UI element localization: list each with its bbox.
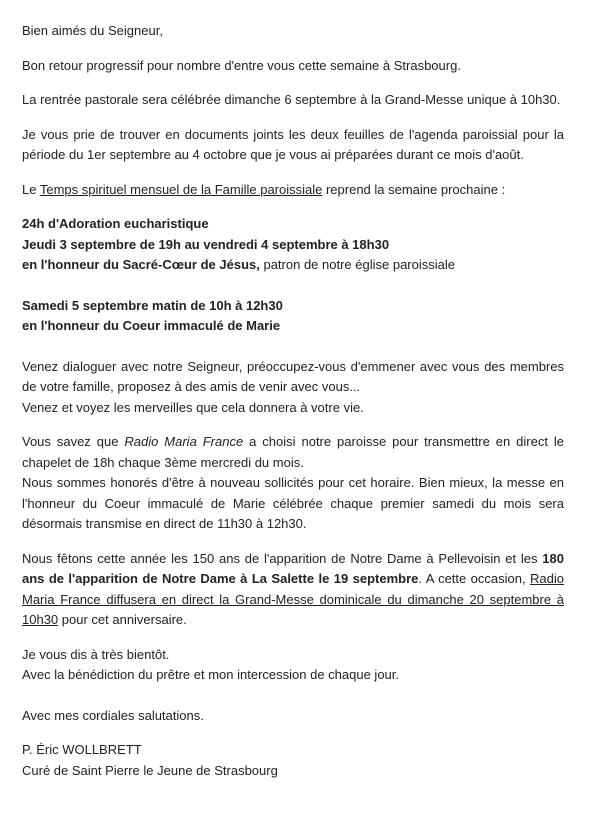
anniversaries-prefix: Nous fêtons cette année les 150 ans de l'apparition de Notre Dame à Pellevoisin et les	[22, 550, 543, 566]
adoration-block	[22, 214, 564, 276]
paragraph-farewell	[22, 645, 564, 686]
anniversaries-middle: . A cette occasion,	[418, 571, 531, 586]
invitation-line-1: Venez dialoguer avec notre Seigneur, préoccupez-vous d'emmener avec vous des membres de votre famille, proposez à des amis de venir avec vous...	[22, 358, 564, 394]
adoration-honour	[22, 255, 564, 276]
anniversaries-bold: 180 ans de l'apparition de Notre Dame à La Salette le 19 septembre	[22, 550, 564, 586]
saturday-block	[22, 296, 564, 337]
paragraph-rentree: La rentrée pastorale sera célébrée dimanche 6 septembre à la Grand-Messe unique à 10h30.	[22, 92, 561, 107]
paragraph-agenda: Je vous prie de trouver en documents joints les deux feuilles de l'agenda paroissial pour la période du 1er septembre au 4 octobre que je vous ai préparées durant ce mois d'août.	[22, 126, 564, 162]
paragraph-return: Bon retour progressif pour nombre d'entre vous cette semaine à Strasbourg.	[22, 57, 461, 73]
adoration-dates: Jeudi 3 septembre de 19h au vendredi 4 septembre à 18h30	[22, 236, 390, 252]
saturday-honour: en l'honneur du Coeur immaculé de Marie	[22, 318, 281, 333]
radio-maria-line-2: Nous sommes honorés d'être à nouveau sollicités pour cet horaire. Bien mieux, la messe en l'honneur du Coeur immaculé de Marie célébrée chaque premier samedi du mois sera désormais transmise en direct de 11h30 à 12h30.	[22, 475, 564, 531]
signature-name: P. Éric WOLLBRETT	[22, 742, 142, 757]
paragraph-temps-spirituel	[22, 180, 564, 201]
closing: Avec mes cordiales salutations.	[22, 707, 204, 723]
signature	[22, 740, 564, 781]
invitation-line-2: Venez et voyez les merveilles que cela donnera à votre vie.	[22, 399, 364, 415]
temps-spirituel-prefix: Le	[22, 181, 40, 197]
radio-maria-line-1	[22, 432, 564, 473]
grand-messe-link[interactable]: Radio Maria France diffusera en direct la Grand-Messe dominicale du dimanche 20 septembre à 10h30	[22, 571, 564, 627]
saturday-dates: Samedi 5 septembre matin de 10h à 12h30	[22, 297, 283, 313]
radio-maria-suffix: a choisi notre paroisse pour transmettre en direct le chapelet de 18h chaque 3ème mercredi du mois.	[22, 434, 565, 470]
temps-spirituel-link[interactable]: Temps spirituel mensuel de la Famille paroissiale	[39, 181, 323, 197]
greeting: Bien aimés du Seigneur,	[22, 23, 163, 38]
anniversaries-suffix: pour cet anniversaire.	[58, 612, 187, 627]
farewell-line-2: Avec la bénédiction du prêtre et mon intercession de chaque jour.	[22, 667, 399, 682]
adoration-honour-bold: en l'honneur du Sacré-Cœur de Jésus,	[22, 257, 260, 272]
paragraph-radio-maria	[22, 432, 564, 535]
farewell-line-1: Je vous dis à très bientôt.	[22, 646, 170, 662]
paragraph-invitation	[22, 357, 564, 419]
radio-maria-name: Radio Maria France	[124, 434, 244, 449]
paragraph-anniversaries	[22, 549, 564, 631]
radio-maria-prefix: Vous savez que	[22, 434, 125, 449]
adoration-title: 24h d'Adoration eucharistique	[22, 216, 209, 231]
adoration-honour-rest: patron de notre église paroissiale	[259, 257, 455, 272]
signature-title: Curé de Saint Pierre le Jeune de Strasbourg	[22, 762, 278, 778]
temps-spirituel-suffix: reprend la semaine prochaine :	[322, 181, 506, 197]
